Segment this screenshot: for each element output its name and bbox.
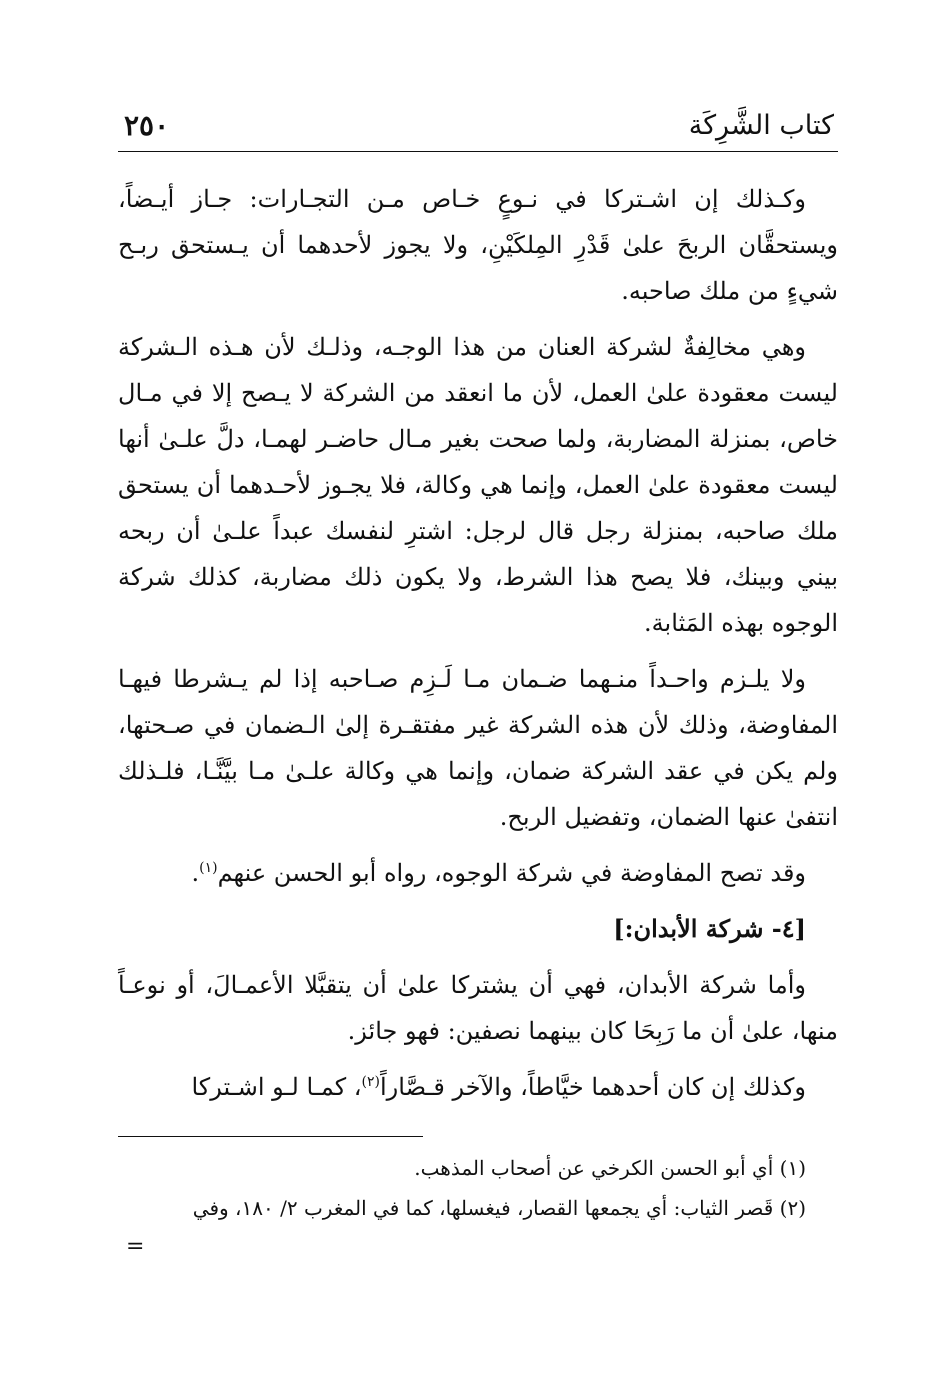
footnote-divider — [118, 1136, 423, 1137]
paragraph-end: . — [191, 859, 200, 887]
footnote: (١) أي أبو الحسن الكرخي عن أصحاب المذهب. — [414, 1156, 806, 1180]
section-heading: [٤- شركة الأبدان:] — [613, 914, 806, 943]
paragraph — [118, 1064, 838, 1110]
paragraph: وأما شركة الأبدان، فهي أن يشتركا علىٰ أن يتقبَّلا الأعمـالَ، أو نوعـاً منها، علىٰ أن ما رَبِحَا كان بينهما نصفين: فهو جائز. — [118, 971, 838, 1045]
continuation-mark: = — [126, 1234, 145, 1259]
footnote-reference[interactable]: (٢) — [361, 1074, 380, 1090]
footnote: (٢) قَصر الثياب: أي يجمعها القصار، فيغسلها، كما في المغرب ٢/ ١٨٠، وفي — [192, 1196, 806, 1220]
footnote-reference[interactable]: (١) — [199, 860, 218, 876]
paragraph-text: ، كمـا لـو اشـتركا — [191, 1073, 362, 1101]
paragraph: وهي مخالِفةٌ لشركة العنان من هذا الوجـه، وذلـك لأن هـذه الـشركة ليست معقودة علىٰ العمل، لأن ما انعقد من الشركة لا يـصح إلا في مـال خاص، بمنزلة المضاربة، ولما صحت بغير مـال حاضـر لهمـا، دلَّ علـىٰ أنها ليست معقودة علىٰ العمل، وإنما هي وكالة، فلا يجـوز لأحـدهما أن يستحق ملك صاحبه، بمنزلة رجل قال لرجل: اشترِ لنفسك عبداً علـىٰ أن ربحه بيني وبينك، فلا يصح هذا الشرط، ولا يكون ذلك مضاربة، كذلك شركة الوجوه بهذه المَثابة. — [118, 333, 838, 637]
paragraph — [118, 850, 838, 896]
paragraph: وكـذلك إن اشـتركا في نـوعٍ خـاص مـن التجـارات: جـاز أيـضاً، ويستحقَّان الربحَ علىٰ قَدْرِ المِلكَيْنِ، ولا يجوز لأحدهما أن يـستحق ربـح شيءٍ من ملك صاحبه. — [118, 185, 838, 305]
main-text — [118, 176, 838, 1120]
paragraph: ولا يلـزم واحـداً منـهما ضـمان مـا لَـزِم صـاحبه إذا لم يـشرطا فيهـا المفاوضة، وذلك لأن هذه الشركة غير مفتقـرة إلىٰ الـضمان في صـحتها، ولم يكن في عقد الشركة ضمان، وإنما هي وكالة علـىٰ مـا بيَّنَّـا، فلـذلك انتفىٰ عنها الضمان، وتفضيل الربح. — [118, 665, 838, 831]
footnotes — [118, 1148, 838, 1228]
paragraph-text: وقد تصح المفاوضة في شركة الوجوه، رواه أبو الحسن عنهم — [217, 859, 806, 887]
book-title: كتاب الشَّرِكَة — [688, 110, 834, 141]
paragraph-text: وكذلك إن كان أحدهما خيَّاطاً، والآخر قـصَّاراً — [380, 1073, 806, 1101]
page-number: ٢٥٠ — [124, 109, 170, 142]
header-divider — [118, 151, 838, 152]
book-page — [118, 0, 838, 1381]
page-header — [118, 104, 838, 150]
